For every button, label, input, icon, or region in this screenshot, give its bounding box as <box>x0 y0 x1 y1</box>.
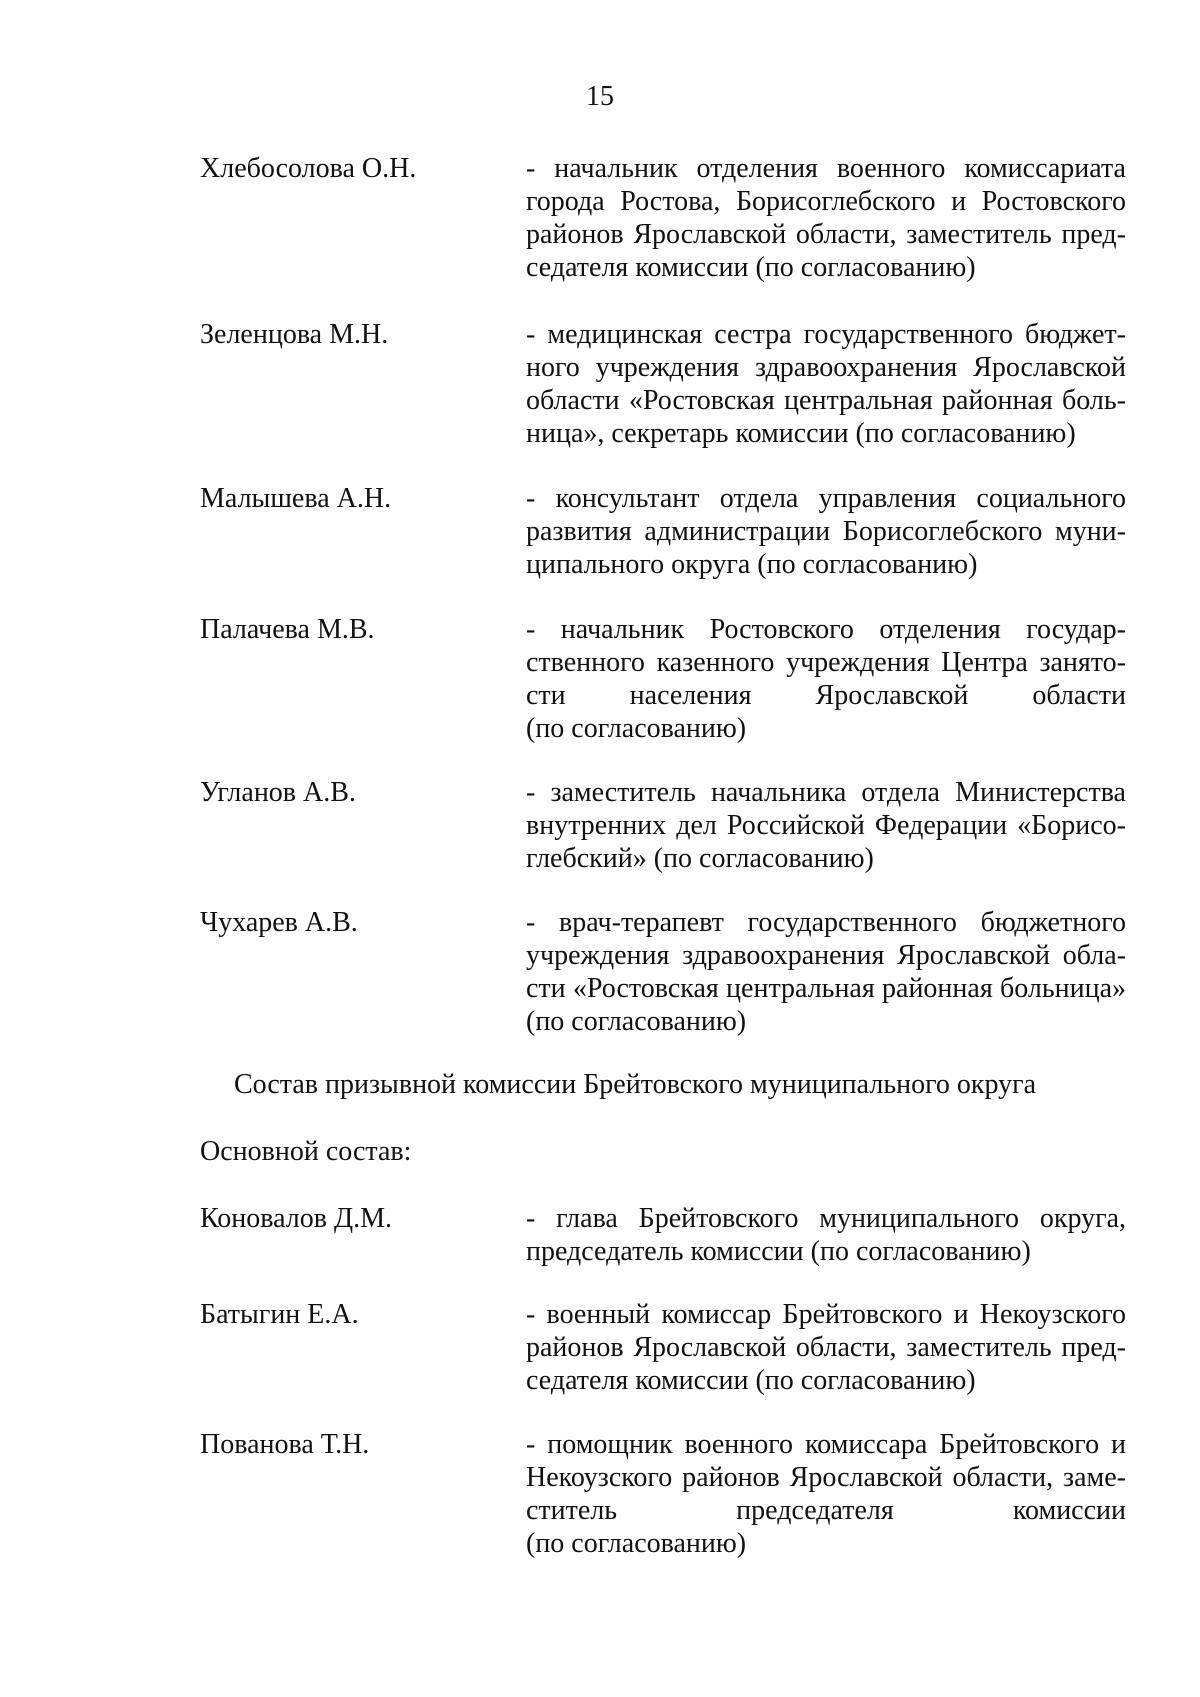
description-line: развития администрации Борисоглебского муни- <box>526 516 1126 547</box>
description-line: (по согласованию) <box>526 1528 747 1559</box>
description-line: города Ростова, Борисоглебского и Ростовского <box>526 186 1126 217</box>
member-description <box>526 1298 1126 1397</box>
description-line: - консультант отдела управления социального <box>526 483 1126 514</box>
member-name: Угланов А.В. <box>200 777 356 808</box>
member-name: Пованова Т.Н. <box>200 1429 370 1460</box>
description-line: сти «Ростовская центральная районная больница» <box>526 973 1126 1004</box>
description-line: глебский» (по согласованию) <box>526 843 874 874</box>
description-line: области «Ростовская центральная районная боль- <box>526 385 1126 416</box>
member-description <box>526 318 1126 450</box>
member-description <box>526 1428 1126 1560</box>
member-description <box>526 906 1126 1038</box>
description-line: седателя комиссии (по согласованию) <box>526 252 976 283</box>
description-line: ципального округа (по согласованию) <box>526 549 978 580</box>
description-line: ственного казенного учреждения Центра занято- <box>526 647 1126 678</box>
subsection-title: Основной состав: <box>200 1136 412 1167</box>
member-name: Малышева А.Н. <box>200 483 392 514</box>
page-number: 15 <box>586 81 614 112</box>
member-description <box>526 152 1126 284</box>
member-name: Хлебосолова О.Н. <box>200 153 417 184</box>
description-line: - врач-терапевт государственного бюджетного <box>526 907 1126 938</box>
description-line: внутренних дел Российской Федерации «Борисо- <box>526 810 1126 841</box>
member-name: Палачева М.В. <box>200 614 375 645</box>
description-line: сти населения Ярославской области <box>526 680 1126 711</box>
description-line: - помощник военного комиссара Брейтовского и <box>526 1429 1126 1460</box>
member-description <box>526 776 1126 875</box>
description-line: седателя комиссии (по согласованию) <box>526 1365 976 1396</box>
member-description <box>526 1202 1126 1268</box>
description-line: (по согласованию) <box>526 713 747 744</box>
member-name: Зеленцова М.Н. <box>200 319 389 350</box>
description-line: районов Ярославской области, заместитель пред- <box>526 219 1126 250</box>
description-line: (по согласованию) <box>526 1006 747 1037</box>
description-line: - военный комиссар Брейтовского и Некоузского <box>526 1299 1126 1330</box>
description-line: ститель председателя комиссии <box>526 1495 1126 1526</box>
description-line: учреждения здравоохранения Ярославской обла- <box>526 940 1126 971</box>
description-line: Некоузского районов Ярославской области, заме- <box>526 1462 1126 1493</box>
member-name: Чухарев А.В. <box>200 907 358 938</box>
member-name: Батыгин Е.А. <box>200 1299 359 1330</box>
description-line: председатель комиссии (по согласованию) <box>526 1236 1031 1267</box>
description-line: ница», секретарь комиссии (по согласованию) <box>526 418 1076 449</box>
description-line: - начальник отделения военного комиссариата <box>526 153 1126 184</box>
section-title: Состав призывной комиссии Брейтовского муниципального округа <box>233 1069 1037 1100</box>
description-line: - медицинская сестра государственного бюджет- <box>526 319 1126 350</box>
description-line: - начальник Ростовского отделения государ- <box>526 614 1126 645</box>
description-line: ного учреждения здравоохранения Ярославской <box>526 352 1126 383</box>
description-line: районов Ярославской области, заместитель пред- <box>526 1332 1126 1363</box>
description-line: - заместитель начальника отдела Министерства <box>526 777 1126 808</box>
member-name: Коновалов Д.М. <box>200 1203 392 1234</box>
description-line: - глава Брейтовского муниципального округа, <box>526 1203 1126 1234</box>
member-description <box>526 482 1126 581</box>
member-description <box>526 613 1126 745</box>
